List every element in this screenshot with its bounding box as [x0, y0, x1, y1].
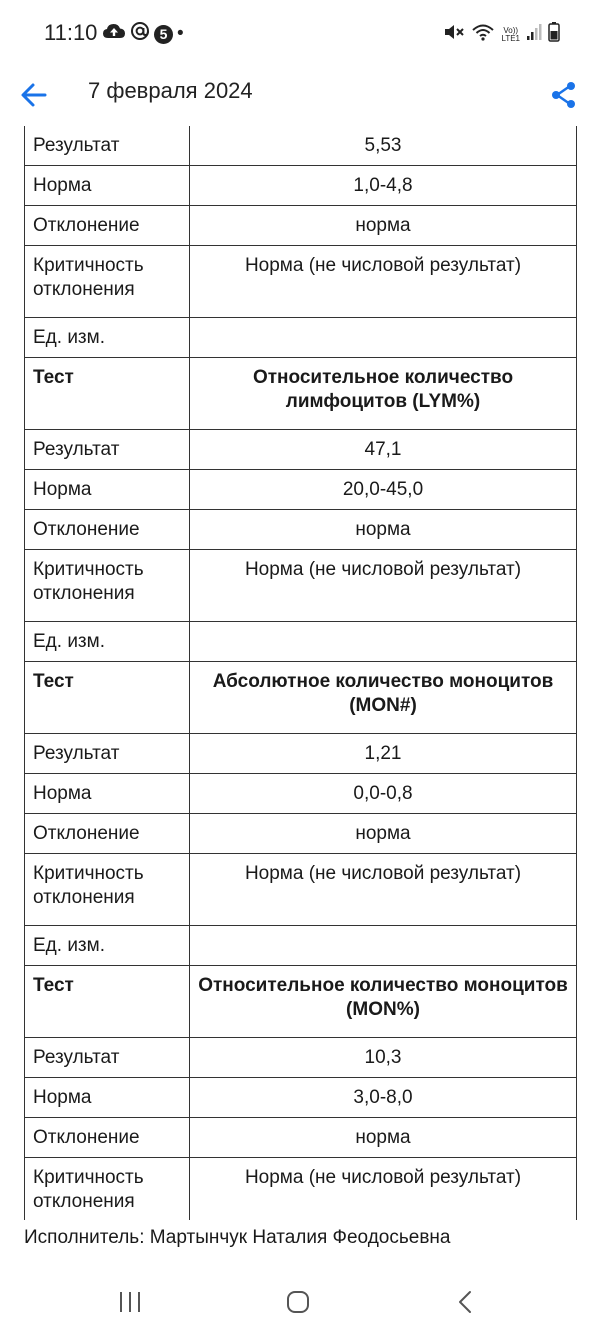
row-label: Норма	[25, 166, 190, 206]
test-name: Относительное количество моноцитов (MON%)	[190, 966, 577, 1038]
cloud-upload-icon	[102, 22, 126, 46]
table-row	[25, 206, 577, 246]
row-label: Ед. изм.	[25, 926, 190, 966]
row-label: Критичность отклонения	[25, 1158, 190, 1221]
row-label: Отклонение	[25, 510, 190, 550]
row-label: Отклонение	[25, 206, 190, 246]
row-label: Отклонение	[25, 814, 190, 854]
table-row	[25, 774, 577, 814]
test-name: Абсолютное количество моноцитов (MON#)	[190, 662, 577, 734]
row-value: 47,1	[190, 430, 577, 470]
row-value: норма	[190, 814, 577, 854]
table-row	[25, 734, 577, 774]
results-scroll-area[interactable]	[0, 126, 600, 1220]
test-name: Относительное количество лимфоцитов (LYM%)	[190, 358, 577, 430]
table-row	[25, 622, 577, 662]
volte-top: Vo))	[503, 25, 519, 35]
table-row	[25, 814, 577, 854]
table-row	[25, 318, 577, 358]
wifi-icon	[471, 22, 495, 47]
table-row	[25, 1078, 577, 1118]
test-label: Тест	[25, 358, 190, 430]
row-value	[190, 926, 577, 966]
row-label: Ед. изм.	[25, 622, 190, 662]
system-icons	[443, 22, 560, 47]
row-value: 5,53	[190, 126, 577, 166]
page-title: 7 февраля 2024	[88, 78, 253, 103]
row-value	[190, 622, 577, 662]
row-label: Результат	[25, 126, 190, 166]
test-label: Тест	[25, 966, 190, 1038]
signal-icon	[526, 23, 542, 46]
app-bar	[0, 68, 600, 126]
arrow-left-icon	[20, 81, 48, 109]
row-value: норма	[190, 206, 577, 246]
table-row	[25, 926, 577, 966]
dot-icon: •	[177, 23, 184, 44]
row-label: Отклонение	[25, 1118, 190, 1158]
row-label: Норма	[25, 774, 190, 814]
table-row	[25, 430, 577, 470]
notification-icons	[102, 21, 184, 47]
table-row	[25, 1118, 577, 1158]
row-value: Норма (не числовой результат)	[190, 1158, 577, 1221]
row-label: Норма	[25, 470, 190, 510]
table-row	[25, 550, 577, 622]
test-label: Тест	[25, 662, 190, 734]
mute-icon	[443, 22, 465, 47]
executor-text: Исполнитель: Мартынчук Наталия Феодосьевна	[24, 1227, 451, 1248]
table-row	[25, 1158, 577, 1221]
at-sign-icon	[130, 21, 150, 47]
table-row	[25, 854, 577, 926]
share-button[interactable]	[546, 77, 582, 113]
table-row	[25, 1038, 577, 1078]
home-icon	[285, 1289, 311, 1315]
row-label: Критичность отклонения	[25, 550, 190, 622]
test-header-row	[25, 662, 577, 734]
recent-apps-icon	[117, 1289, 143, 1315]
back-nav-button[interactable]	[444, 1282, 488, 1322]
row-value: 0,0-0,8	[190, 774, 577, 814]
status-bar	[0, 0, 600, 68]
row-label: Результат	[25, 430, 190, 470]
badge-5-icon: 5	[154, 25, 173, 44]
volte-bottom: LTE1	[501, 33, 520, 43]
row-value: 20,0-45,0	[190, 470, 577, 510]
test-header-row	[25, 966, 577, 1038]
row-value: 1,21	[190, 734, 577, 774]
status-time: 11:10	[44, 20, 98, 45]
volte-icon	[501, 27, 520, 43]
test-header-row	[25, 358, 577, 430]
table-row	[25, 126, 577, 166]
row-label: Критичность отклонения	[25, 854, 190, 926]
share-icon	[550, 81, 578, 109]
row-value: 3,0-8,0	[190, 1078, 577, 1118]
row-label: Критичность отклонения	[25, 246, 190, 318]
row-label: Ед. изм.	[25, 318, 190, 358]
back-icon	[453, 1289, 479, 1315]
row-value	[190, 318, 577, 358]
navigation-bar	[0, 1272, 600, 1332]
table-row	[25, 166, 577, 206]
row-value: 1,0-4,8	[190, 166, 577, 206]
battery-icon	[548, 22, 560, 47]
row-value: 10,3	[190, 1038, 577, 1078]
row-label: Результат	[25, 1038, 190, 1078]
table-row	[25, 510, 577, 550]
table-row	[25, 246, 577, 318]
row-value: норма	[190, 510, 577, 550]
table-row	[25, 470, 577, 510]
back-button[interactable]	[16, 77, 52, 113]
row-value: Норма (не числовой результат)	[190, 246, 577, 318]
row-value: норма	[190, 1118, 577, 1158]
row-value: Норма (не числовой результат)	[190, 550, 577, 622]
recent-apps-button[interactable]	[108, 1282, 152, 1322]
row-value: Норма (не числовой результат)	[190, 854, 577, 926]
home-button[interactable]	[276, 1282, 320, 1322]
row-label: Норма	[25, 1078, 190, 1118]
results-table	[24, 126, 577, 1220]
row-label: Результат	[25, 734, 190, 774]
